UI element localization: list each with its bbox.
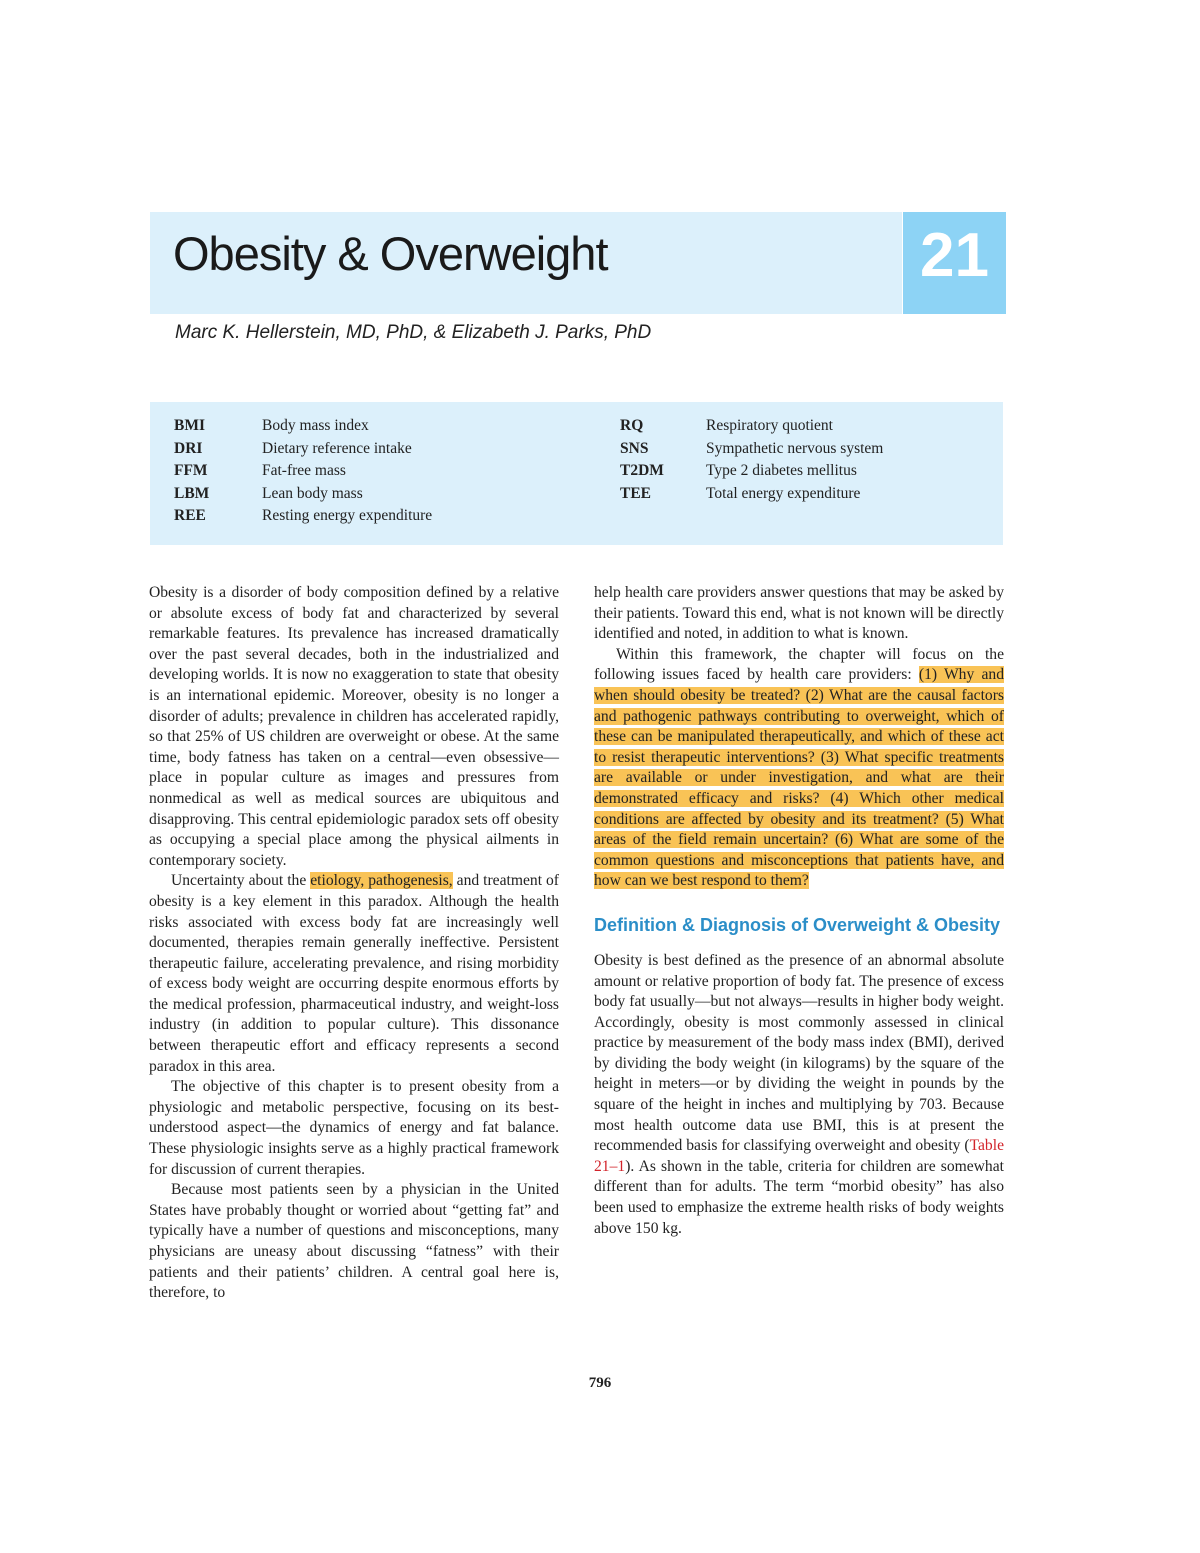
abbreviation-row <box>174 507 432 530</box>
body-paragraph: The objective of this chapter is to present obesity from a physiologic and metabolic perspective, focusing on its best-understood aspect—the dynamics of energy and fat balance. These physiologic insights serve as a highly practical framework for discussion of current therapies. <box>149 1078 559 1178</box>
abbreviations-right-column <box>620 417 883 507</box>
paragraph-text: Uncertainty about the <box>171 872 311 890</box>
paragraph-text: and treatment of obesity is a key element in this paradox. Although the health risks associated with excess body fat are increasingly well documented, therapies remain generally ineffective. Persistent therapeutic failure, accelerating prevalence, and rising morbidity of excess body weight are occurring despite enormous efforts by the medical profession, pharmaceutical industry, and weight-loss industry (in addition to popular culture). This dissonance between therapeutic effort and efficacy represents a second paradox in this area. <box>149 872 559 1075</box>
chapter-number: 21 <box>920 221 989 290</box>
body-paragraph: Because most patients seen by a physician in the United States have probably thought or worried about “getting fat” and typically have a number of questions and misconceptions, many physicians are uneasy about discussing “fatness” with their patients and their patients’ children. A central goal here is, therefore, to <box>149 1181 559 1302</box>
abbreviation-meaning: Body mass index <box>262 417 369 434</box>
abbreviation-term: DRI <box>174 439 203 457</box>
abbreviation-term: T2DM <box>620 462 664 480</box>
abbreviations-left-column <box>174 417 432 530</box>
body-paragraph <box>149 871 559 1077</box>
paragraph-text: Within this framework, the chapter will focus on the following issues faced by health care providers: <box>594 645 1004 684</box>
abbreviation-row <box>620 485 883 508</box>
chapter-authors: Marc K. Hellerstein, MD, PhD, & Elizabeth J. Parks, PhD <box>175 322 652 343</box>
paragraph-text: Obesity is best defined as the presence of an abnormal absolute amount or relative proportion of body fat. The presence of excess body fat usually—but not always—results in higher body weight. Accordingly, obesity is most commonly assessed in clinical practice by measurement of the body mass index (BMI), derived by dividing the body weight (in kilograms) by the square of the height in meters—or by dividing the weight in pounds by the square of the height in inches and multiplying by 703. Because most health outcome data use BMI, this is at present the recommended basis for classifying overweight and obesity ( <box>594 951 1004 1155</box>
abbreviation-term: TEE <box>620 484 652 502</box>
abbreviation-term: BMI <box>174 417 205 434</box>
abbreviation-row <box>174 440 432 463</box>
abbreviation-meaning: Respiratory quotient <box>706 417 833 434</box>
abbreviation-row <box>174 462 432 485</box>
body-paragraph <box>594 951 1004 1239</box>
abbreviation-row <box>174 485 432 508</box>
abbreviation-term: FFM <box>174 462 208 480</box>
body-paragraph: Obesity is a disorder of body composition defined by a relative or absolute excess of body fat and characterized by several remarkable features. Its prevalence has increased dramatically over the past several decades, both in the industrialized and developing worlds. It is now no exaggeration to state that obesity is an international epidemic. Moreover, obesity is no longer a disorder of adults; prevalence in children has accelerated rapidly, so that 25% of US children are overweight or obese. At the same time, body fatness has taken on a central—even obsessive—place in popular culture as images and pressures from nonmedical as well as medical sources are ubiquitous and disapproving. This central epidemiologic paradox sets off obesity as occupying a special place among the physical ailments in contemporary society. <box>149 584 559 869</box>
section-heading: Definition & Diagnosis of Overweight & Obesity <box>594 914 1001 935</box>
abbreviation-meaning: Sympathetic nervous system <box>706 439 884 457</box>
abbreviation-meaning: Lean body mass <box>262 484 363 502</box>
abbreviation-meaning: Type 2 diabetes mellitus <box>706 462 857 480</box>
table-reference-link[interactable]: Table 21–1 <box>594 1137 1004 1175</box>
highlighted-text: etiology, pathogenesis, <box>310 872 453 890</box>
paragraph-text: ). As shown in the table, criteria for children are somewhat different than for adults. The term “morbid obesity” has also been used to emphasize the extreme health risks of body weights above 150 kg. <box>594 1157 1004 1237</box>
body-column-left <box>149 583 559 1304</box>
body-paragraph <box>594 645 1004 892</box>
highlighted-text: (1) Why and when should obesity be treated? (2) What are the causal factors and pathogenic pathways contributing to overweight, which of these can be manipulated therapeutically, and which of these act to resist therapeutic interventions? (3) What specific treatments are available or under investigation, and what are their demonstrated efficacy and risks? (4) Which other medical conditions are affected by obesity and its treatment? (5) What areas of the field remain uncertain? (6) What are some of the common questions and misconceptions that patients have, and how can we best respond to them? <box>594 666 1004 890</box>
abbreviation-term: REE <box>174 507 206 525</box>
chapter-title: Obesity & Overweight <box>173 227 608 280</box>
abbreviation-term: LBM <box>174 484 210 502</box>
abbreviation-row <box>620 417 883 440</box>
abbreviation-meaning: Resting energy expenditure <box>262 507 433 525</box>
page-number: 796 <box>588 1375 612 1391</box>
abbreviation-meaning: Dietary reference intake <box>262 439 412 457</box>
body-column-right <box>594 583 1004 1239</box>
abbreviation-row <box>620 462 883 485</box>
abbreviation-row <box>620 440 883 463</box>
abbreviation-term: RQ <box>620 417 644 434</box>
body-paragraph: help health care providers answer questions that may be asked by their patients. Toward this end, what is not known will be directly identified and noted, in addition to what is known. <box>594 584 1004 643</box>
abbreviation-term: SNS <box>620 439 649 457</box>
abbreviation-meaning: Fat-free mass <box>262 462 346 480</box>
abbreviation-meaning: Total energy expenditure <box>706 484 861 502</box>
abbreviation-row <box>174 417 432 440</box>
